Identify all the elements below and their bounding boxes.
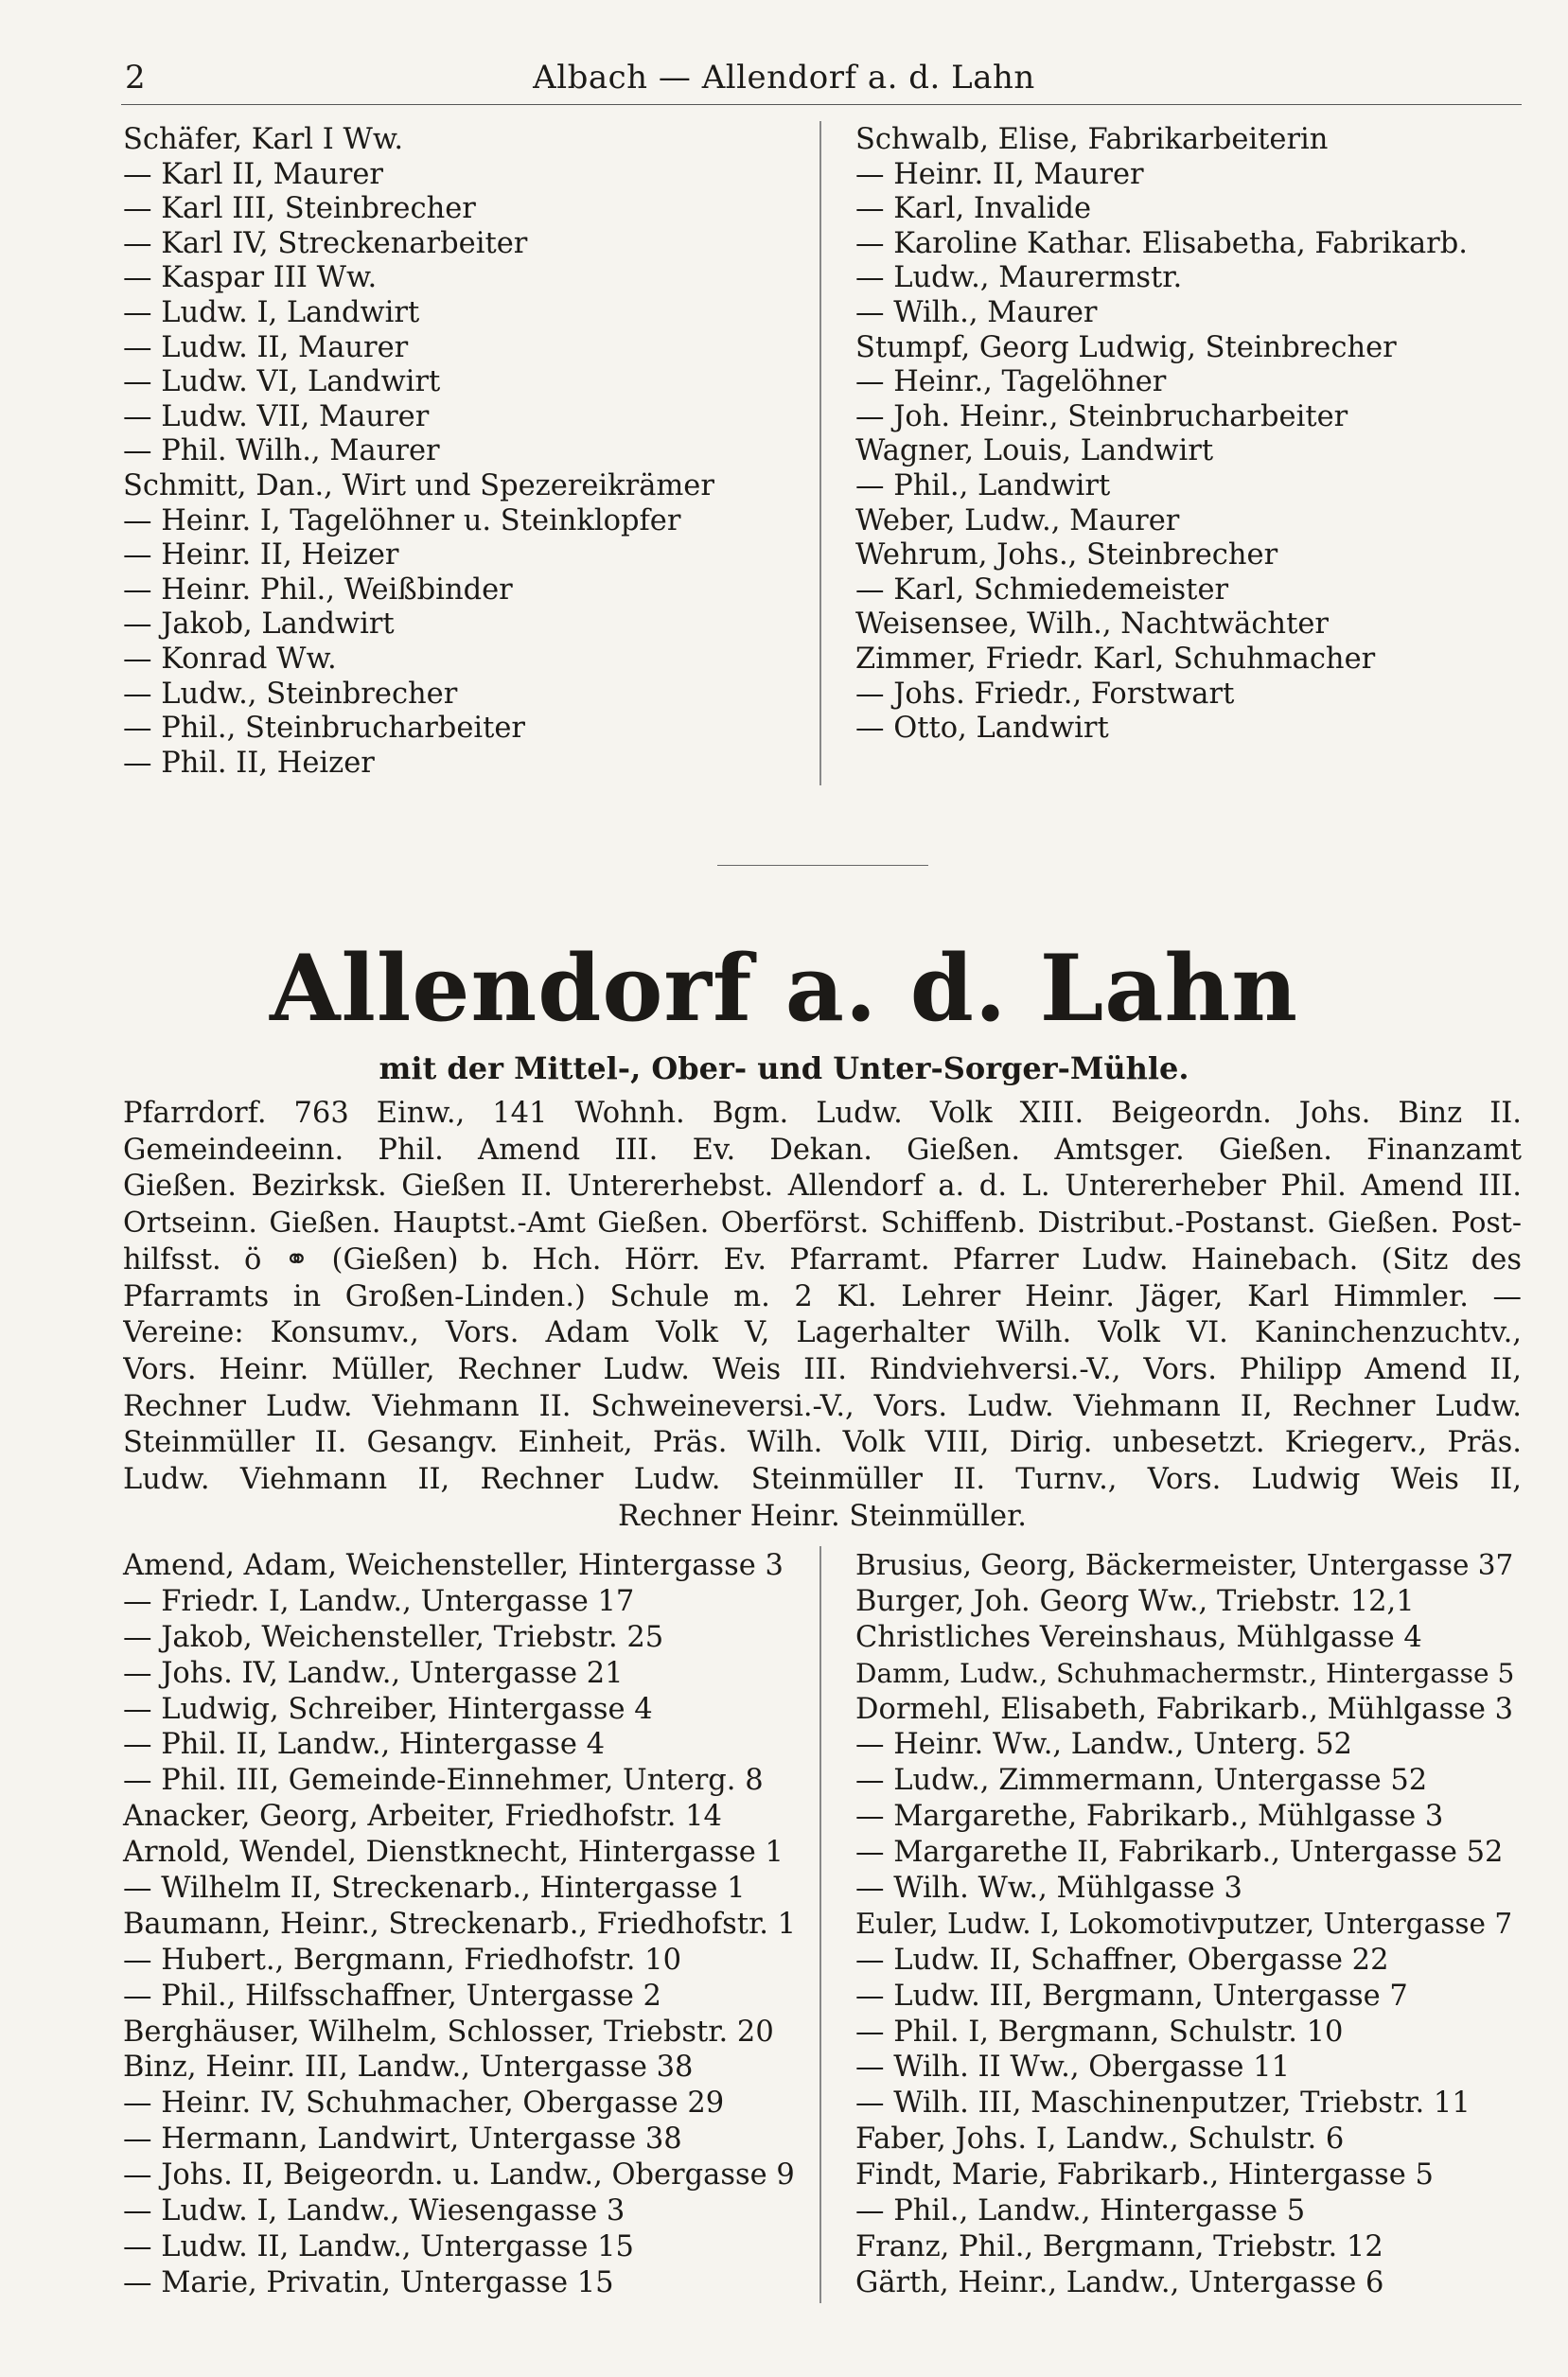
directory-entry: — Kaspar III Ww. [123,261,378,295]
directory-entry: — Wilh. III, Maschinenputzer, Triebstr. 11 [855,2086,1471,2121]
directory-entry: Damm, Ludw., Schuhmachermstr., Hintergasse 5 [855,1657,1515,1689]
directory-entry: — Johs. II, Beigeordn. u. Landw., Obergasse 9 [123,2158,795,2192]
directory-entry: — Karl IV, Streckenarbeiter [123,226,528,260]
directory-entry: Schwalb, Elise, Fabrikarbeiterin [855,123,1329,156]
info-line: Gießen. Bezirksk. Gießen II. Untererhebst. Allendorf a. d. L. Untererheber Phil. Amend III. [123,1170,1522,1204]
directory-entry: — Ludw., Steinbrecher [123,677,458,711]
info-line: Steinmüller II. Gesangv. Einheit, Präs. Wilh. Volk VIII, Dirig. unbesetzt. Kriegerv., Präs. [123,1426,1522,1460]
directory-entry: — Hubert., Bergmann, Friedhofstr. 10 [123,1943,681,1977]
directory-entry: — Wilh. Ww., Mühlgasse 3 [855,1872,1242,1906]
directory-entry: Weisensee, Wilh., Nachtwächter [855,607,1329,642]
directory-entry: — Ludw. II, Maurer [123,330,409,364]
info-line: Gemeindeeinn. Phil. Amend III. Ev. Dekan. Gießen. Amtsger. Gießen. Finanzamt [123,1133,1522,1167]
directory-entry: — Heinr. Ww., Landw., Unterg. 52 [855,1728,1352,1762]
directory-entry: — Ludw. I, Landw., Wiesengasse 3 [123,2194,625,2228]
directory-entry: — Wilh. II Ww., Obergasse 11 [855,2051,1290,2085]
directory-entry: Arnold, Wendel, Dienstknecht, Hintergasse 1 [123,1836,784,1870]
info-line: Pfarramts in Großen-Linden.) Schule m. 2 Kl. Lehrer Heinr. Jäger, Karl Himmler. — [123,1279,1522,1313]
directory-entry: — Heinr. Phil., Weißbinder [123,572,513,607]
directory-entry: Christliches Vereinshaus, Mühlgasse 4 [855,1620,1422,1654]
lower-right-column [855,1548,1514,2301]
directory-entry: — Phil., Steinbrucharbeiter [123,712,526,746]
column-divider-lower [819,1546,821,2303]
directory-entry: — Wilh., Maurer [855,295,1098,329]
directory-entry: — Phil. II, Heizer [123,746,375,780]
directory-entry: — Jakob, Weichensteller, Triebstr. 25 [123,1620,664,1654]
directory-entry: Anacker, Georg, Arbeiter, Friedhofstr. 14 [123,1800,722,1834]
lower-left-column [123,1548,796,2301]
directory-entry: Wehrum, Johs., Steinbrecher [855,538,1278,572]
info-line: Ortseinn. Gießen. Hauptst.-Amt Gießen. Oberförst. Schiffenb. Distribut.-Postanst. Gießen. Post- [123,1206,1522,1241]
directory-entry: — Johs. IV, Landw., Untergasse 21 [123,1656,624,1690]
directory-entry: — Ludw. I, Landwirt [123,295,420,329]
upper-right-column [855,123,1468,747]
upper-left-column [123,123,714,781]
info-line: Vereine: Konsumv., Vors. Adam Volk V, Lagerhalter Wilh. Volk VI. Kaninchenzuchtv., [123,1316,1522,1350]
section-title: Allendorf a. d. Lahn [269,935,1299,1042]
directory-entry: — Ludw., Zimmermann, Untergasse 52 [855,1764,1428,1798]
directory-entry: Gärth, Heinr., Landw., Untergasse 6 [855,2265,1384,2299]
directory-entry: Binz, Heinr. III, Landw., Untergasse 38 [123,2051,694,2085]
directory-entry: Baumann, Heinr., Streckenarb., Friedhofstr. 1 [123,1907,797,1941]
directory-entry: — Johs. Friedr., Forstwart [855,677,1235,711]
info-line: Pfarrdorf. 763 Einw., 141 Wohnh. Bgm. Ludw. Volk XIII. Beigeordn. Johs. Binz II. [123,1097,1522,1130]
directory-entry: — Marie, Privatin, Untergasse 15 [123,2265,614,2299]
directory-entry: — Karl III, Steinbrecher [123,192,476,226]
directory-entry: — Ludw., Maurermstr. [855,261,1183,295]
section-separator [717,865,928,866]
running-title: Albach — Allendorf a. d. Lahn [533,59,1035,97]
column-divider [819,121,821,785]
directory-entry: Euler, Ludw. I, Lokomotivputzer, Untergasse 7 [855,1907,1513,1940]
page-number: 2 [125,59,146,97]
directory-entry: — Ludw. II, Landw., Untergasse 15 [123,2229,634,2263]
directory-entry: — Friedr. I, Landw., Untergasse 17 [123,1584,635,1618]
directory-entry: Burger, Joh. Georg Ww., Triebstr. 12,1 [855,1584,1415,1618]
directory-entry: Berghäuser, Wilhelm, Schlosser, Triebstr. 20 [123,2015,774,2049]
info-line: Rechner Heinr. Steinmüller. [617,1499,1028,1533]
directory-entry: Wagner, Louis, Landwirt [855,434,1214,468]
directory-entry: — Karl, Schmiedemeister [855,572,1229,607]
directory-entry: — Phil. III, Gemeinde-Einnehmer, Unterg. 8 [123,1764,764,1798]
directory-entry: — Phil., Landw., Hintergasse 5 [855,2194,1306,2228]
info-line: Rechner Ludw. Viehmann II. Schweineversi.-V., Vors. Ludw. Viehmann II, Rechner Ludw. [123,1389,1522,1423]
directory-entry: — Heinr. IV, Schuhmacher, Obergasse 29 [123,2086,725,2121]
directory-entry: — Phil. Wilh., Maurer [123,434,440,468]
directory-entry: Brusius, Georg, Bäckermeister, Untergasse 37 [855,1549,1514,1581]
directory-entry: — Heinr. I, Tagelöhner u. Steinklopfer [123,503,681,537]
directory-entry: — Margarethe II, Fabrikarb., Untergasse 52 [855,1836,1504,1870]
directory-entry: — Heinr. II, Maurer [855,157,1144,191]
directory-entry: Schmitt, Dan., Wirt und Spezereikrämer [123,468,714,502]
section-subtitle: mit der Mittel-, Ober- und Unter-Sorger-Mühle. [379,1050,1189,1086]
info-line: Vors. Heinr. Müller, Rechner Ludw. Weis III. Rindviehversi.-V., Vors. Philipp Amend II, [123,1352,1522,1386]
village-info-paragraph [123,1096,1522,1535]
directory-entry: — Heinr., Tagelöhner [855,365,1167,399]
directory-entry: — Ludw. VII, Maurer [123,399,430,433]
directory-entry: — Phil., Hilfsschaffner, Untergasse 2 [123,1979,661,2013]
info-line: Ludw. Viehmann II, Rechner Ludw. Steinmüller II. Turnv., Vors. Ludwig Weis II, [123,1463,1522,1497]
directory-entry: — Ludw. III, Bergmann, Untergasse 7 [855,1979,1408,2013]
directory-entry: — Phil. II, Landw., Hintergasse 4 [123,1728,605,1762]
directory-entry: Franz, Phil., Bergmann, Triebstr. 12 [855,2229,1383,2263]
directory-entry: Weber, Ludw., Maurer [855,503,1180,537]
directory-entry: — Heinr. II, Heizer [123,538,399,572]
directory-entry: — Joh. Heinr., Steinbrucharbeiter [855,399,1348,433]
info-line: hilfsst. ö ⚭ (Gießen) b. Hch. Hörr. Ev. Pfarramt. Pfarrer Ludw. Hainebach. (Sitz des [123,1242,1522,1277]
header-rule [121,104,1522,105]
directory-entry: — Ludw. VI, Landwirt [123,365,441,399]
bleed-through-text [738,274,766,374]
directory-entry: — Konrad Ww. [123,642,337,676]
directory-entry: Dormehl, Elisabeth, Fabrikarb., Mühlgasse 3 [855,1692,1514,1726]
directory-entry: — Jakob, Landwirt [123,607,395,642]
directory-entry: Amend, Adam, Weichensteller, Hintergasse 3 [123,1549,784,1582]
directory-entry: Zimmer, Friedr. Karl, Schuhmacher [855,642,1376,676]
directory-entry: — Hermann, Landwirt, Untergasse 38 [123,2122,682,2157]
directory-entry: Schäfer, Karl I Ww. [123,123,404,156]
directory-entry: — Ludw. II, Schaffner, Obergasse 22 [855,1943,1389,1977]
directory-entry: — Phil., Landwirt [855,468,1111,502]
directory-entry: — Ludwig, Schreiber, Hintergasse 4 [123,1692,653,1726]
directory-entry: — Karl, Invalide [855,192,1092,226]
directory-entry: Faber, Johs. I, Landw., Schulstr. 6 [855,2122,1345,2157]
directory-entry: — Karl II, Maurer [123,157,383,191]
directory-entry: — Otto, Landwirt [855,712,1109,746]
directory-entry: — Phil. I, Bergmann, Schulstr. 10 [855,2015,1344,2049]
directory-entry: — Margarethe, Fabrikarb., Mühlgasse 3 [855,1800,1444,1834]
directory-entry: Stumpf, Georg Ludwig, Steinbrecher [855,330,1397,364]
directory-entry: — Karoline Kathar. Elisabetha, Fabrikarb. [855,226,1468,260]
directory-entry: Findt, Marie, Fabrikarb., Hintergasse 5 [855,2158,1434,2192]
directory-entry: — Wilhelm II, Streckenarb., Hintergasse 1 [123,1872,746,1906]
